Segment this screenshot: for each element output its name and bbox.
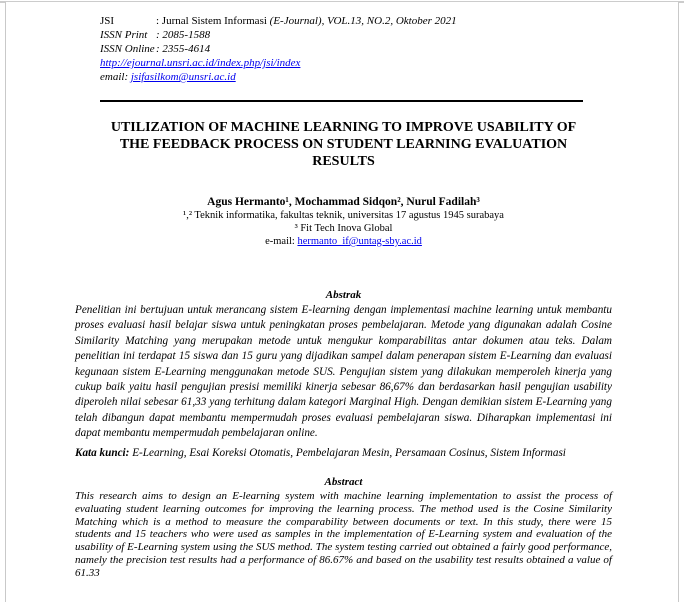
- issn-print-row: [100, 28, 612, 42]
- journal-email-label: email:: [100, 71, 131, 83]
- page-content: [6, 14, 678, 580]
- header-divider-rule: [100, 100, 583, 102]
- paper-title-line: RESULTS: [312, 154, 375, 169]
- author-affiliation-2: ³ Fit Tech Inova Global: [294, 223, 393, 234]
- journal-name: : Jurnal Sistem Informasi: [156, 15, 270, 27]
- paper-title-line: THE FEEDBACK PROCESS ON STUDENT LEARNING EVALUATION: [119, 137, 568, 152]
- paper-title-line: UTILIZATION OF MACHINE LEARNING TO IMPROVE USABILITY OF: [110, 120, 577, 135]
- author-email-link[interactable]: hermanto_if@untag-sby.ac.id: [297, 236, 422, 247]
- author-email-row: [75, 235, 612, 248]
- journal-name-row: [100, 14, 612, 28]
- issn-online-label: ISSN Online: [100, 43, 155, 55]
- journal-email-link[interactable]: jsifasilkom@unsri.ac.id: [130, 71, 236, 83]
- abstrak-body: Penelitian ini bertujuan untuk merancang sistem E-learning dengan implementasi machine learning untuk membantu proses evaluasi hasil belajar siswa untuk peningkatan proses pembelajaran. Metode yang digunakan adalah Cosine Similarity Matching yang merupakan metode untuk mengukur komparabilitas antar dokumen atau teks. Dalam penelitian ini terdapat 15 siswa dan 15 guru yang dijadikan sampel dalam penerapan sistem E-Learning dan evaluasi kegunaan sistem E-Learning menggunakan metode SUS. Pengujian sistem yang dilakukan memperoleh kinerja yang cukup baik yaitu hasil pengujian presisi memiliki kinerja sebesar 86,67% dan berdasarkan hasil pengujian usability diperoleh nilai sebesar 61,33 yang terhitung dalam kategori Marginal High. Dengan demikian sistem E-Learning yang telah dibangun dapat membantu mempermudah proses evaluasi pembelajaran siswa. Diharapkan implementasi ini dapat membantu mempermudah pembelajaran online.: [75, 304, 612, 440]
- journal-abbrev: JSI: [100, 15, 115, 27]
- journal-header: [100, 14, 612, 84]
- authors-block: [75, 195, 612, 248]
- keywords-label: Kata kunci:: [75, 446, 130, 459]
- abstrak-heading: Abstrak: [325, 289, 362, 301]
- paper-title: [75, 119, 612, 170]
- author-email-label: e-mail:: [265, 236, 298, 247]
- keywords-row: [75, 446, 612, 461]
- keywords-list: E-Learning, Esai Koreksi Otomatis, Pembelajaran Mesin, Persamaan Cosinus, Sistem Informasi: [129, 446, 566, 459]
- abstract-heading: Abstract: [324, 476, 363, 489]
- author-affiliation-1: ¹,² Teknik informatika, fakultas teknik, universitas 17 agustus 1945 surabaya: [183, 210, 504, 221]
- journal-issue-info: (E-Journal), VOL.13, NO.2, Oktober 2021: [269, 15, 457, 27]
- issn-online-row: [100, 42, 612, 56]
- journal-url-link[interactable]: http://ejournal.unsri.ac.id/index.php/jsi/index: [100, 57, 301, 69]
- abstract-body: This research aims to design an E-learning system with machine learning implementation to assist the process of evaluating student learning outcomes for improving the learning process. The method used is the Cosine Similarity Matching which is a method to measure the comparability between documents or text. In this study, there were 15 students and 15 teachers who were used as samples in the implementation of E-Learning system and evaluation of the usability of E-Learning system using the SUS method. The system testing carried out obtained a fairly good performance, namely the precision test results had a performance of 86.67% and based on the usability test results obtained a value of 61.33: [75, 490, 612, 579]
- author-names: Agus Hermanto¹, Mochammad Sidqon², Nurul Fadilah³: [207, 196, 480, 208]
- issn-print-value: : 2085-1588: [156, 29, 211, 41]
- document-page: [5, 2, 679, 602]
- issn-print-label: ISSN Print: [100, 29, 148, 41]
- issn-online-value: : 2355-4614: [156, 43, 211, 55]
- journal-url-row: [100, 56, 612, 70]
- journal-email-row: [100, 70, 612, 84]
